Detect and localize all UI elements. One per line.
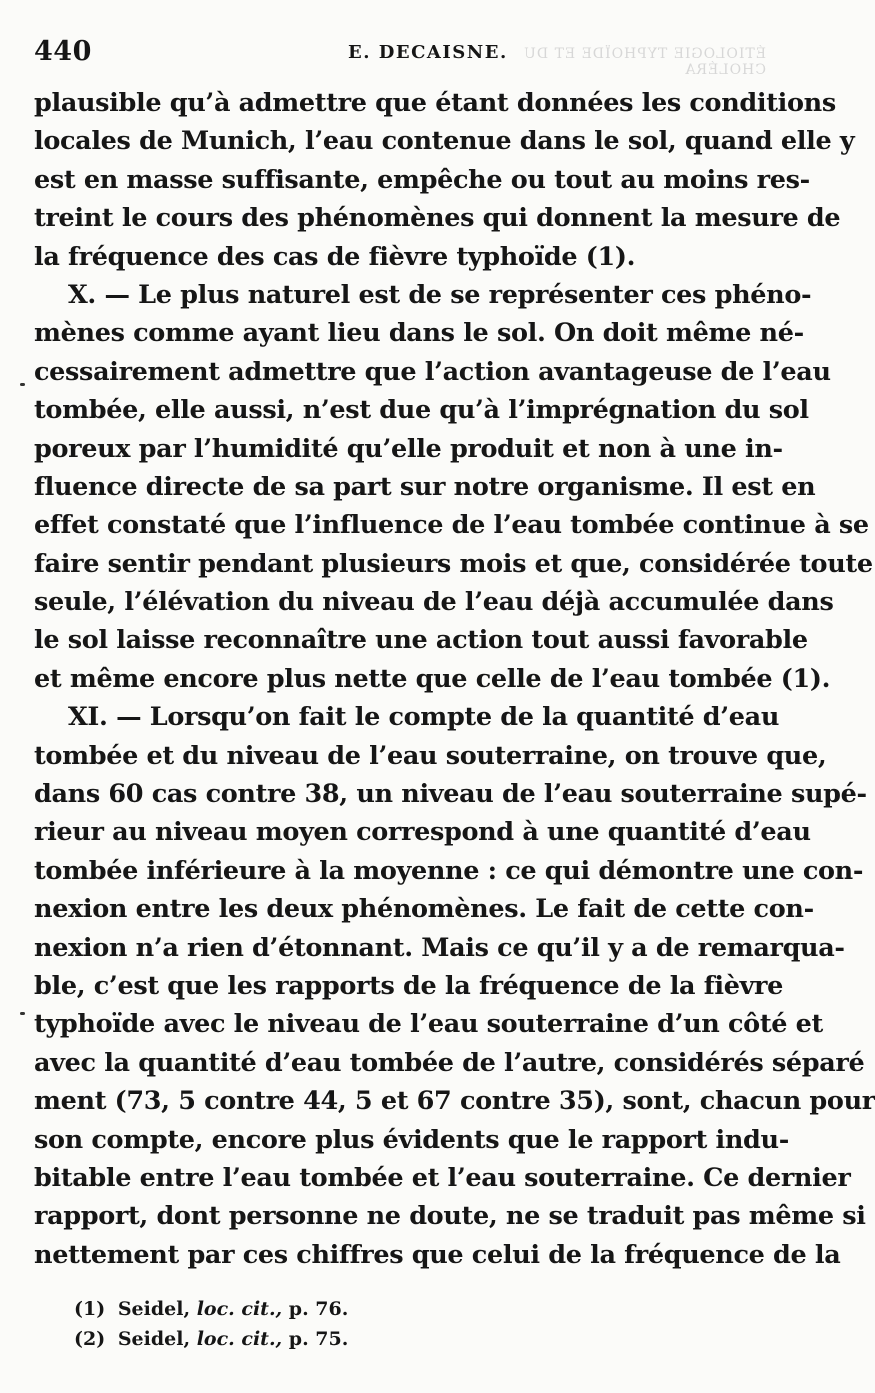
text-line: treint le cours des phénomènes qui donnent la mesure de	[34, 203, 841, 234]
page-number: 440	[34, 36, 92, 67]
footnotes	[74, 1294, 348, 1354]
text-line: plausible qu’à admettre que étant données les conditions	[34, 88, 836, 118]
text-line: tombée inférieure à la moyenne : ce qui démontre une con-	[34, 855, 864, 886]
footnote-page: p. 75.	[288, 1328, 349, 1350]
text-line: typhoïde avec le niveau de l’eau souterraine d’un côté et	[34, 1009, 823, 1040]
paragraph-x-start: X. — Le plus naturel est de se représenter ces phéno-	[68, 279, 812, 310]
body-text	[34, 84, 875, 1274]
running-head: E. DECAISNE.	[348, 42, 508, 63]
footnote-marker: (2)	[74, 1328, 106, 1350]
footnote-ref: loc. cit.,	[196, 1328, 283, 1350]
text-line: avec la quantité d’eau tombée de l’autre, considérés séparé	[34, 1047, 865, 1078]
text-line: tombée, elle aussi, n’est due qu’à l’imprégnation du sol	[34, 395, 809, 426]
footnote-2	[74, 1324, 348, 1354]
text-line: dans 60 cas contre 38, un niveau de l’eau souterraine supé-	[34, 779, 867, 810]
footnote-page: p. 76.	[288, 1298, 349, 1320]
text-line: locales de Munich, l’eau contenue dans le sol, quand elle y	[34, 126, 855, 157]
text-line: rapport, dont personne ne doute, ne se traduit pas même si	[34, 1201, 866, 1232]
footnote-1	[74, 1294, 348, 1324]
margin-speck	[20, 383, 25, 386]
text-line: le sol laisse reconnaître une action tout aussi favorable	[34, 625, 808, 656]
bleed-through-text: ÉTIOLOGIE TYPHOÏDE ET DU CHOLÉRA	[523, 46, 766, 78]
text-line: rieur au niveau moyen correspond à une quantité d’eau	[34, 817, 811, 848]
text-line: et même encore plus nette que celle de l’eau tombée (1).	[34, 663, 831, 694]
text-line: mènes comme ayant lieu dans le sol. On doit même né-	[34, 318, 804, 349]
text-line: la fréquence des cas de fièvre typhoïde (1).	[34, 241, 636, 272]
text-line: fluence directe de sa part sur notre organisme. Il est en	[34, 471, 816, 502]
text-line: tombée et du niveau de l’eau souterraine, on trouve que,	[34, 740, 827, 771]
text-line: faire sentir pendant plusieurs mois et que, considérée toute	[34, 548, 873, 579]
footnote-marker: (1)	[74, 1298, 106, 1320]
text-line: son compte, encore plus évidents que le rapport indu-	[34, 1124, 789, 1155]
text-line: bitable entre l’eau tombée et l’eau souterraine. Ce dernier	[34, 1162, 851, 1193]
text-line: cessairement admettre que l’action avantageuse de l’eau	[34, 356, 831, 387]
text-line: nexion n’a rien d’étonnant. Mais ce qu’il y a de remarqua-	[34, 932, 845, 963]
paragraph-xi-start: XI. — Lorsqu’on fait le compte de la quantité d’eau	[68, 702, 780, 733]
text-line: ble, c’est que les rapports de la fréquence de la fièvre	[34, 970, 784, 1001]
text-line: seule, l’élévation du niveau de l’eau déjà accumulée dans	[34, 587, 834, 618]
text-line: nettement par ces chiffres que celui de la fréquence de la	[34, 1239, 841, 1270]
page-header	[34, 36, 766, 76]
footnote-author: Seidel,	[117, 1328, 191, 1350]
text-line: nexion entre les deux phénomènes. Le fait de cette con-	[34, 894, 814, 925]
text-line: poreux par l’humidité qu’elle produit et non à une in-	[34, 433, 783, 464]
footnote-author: Seidel,	[117, 1298, 191, 1320]
footnote-ref: loc. cit.,	[196, 1298, 283, 1320]
margin-speck	[20, 1012, 25, 1015]
text-line: est en masse suffisante, empêche ou tout au moins res-	[34, 164, 810, 195]
text-line: ment (73, 5 contre 44, 5 et 67 contre 35), sont, chacun pour	[34, 1086, 875, 1117]
text-line: effet constaté que l’influence de l’eau tombée continue à se	[34, 510, 869, 541]
